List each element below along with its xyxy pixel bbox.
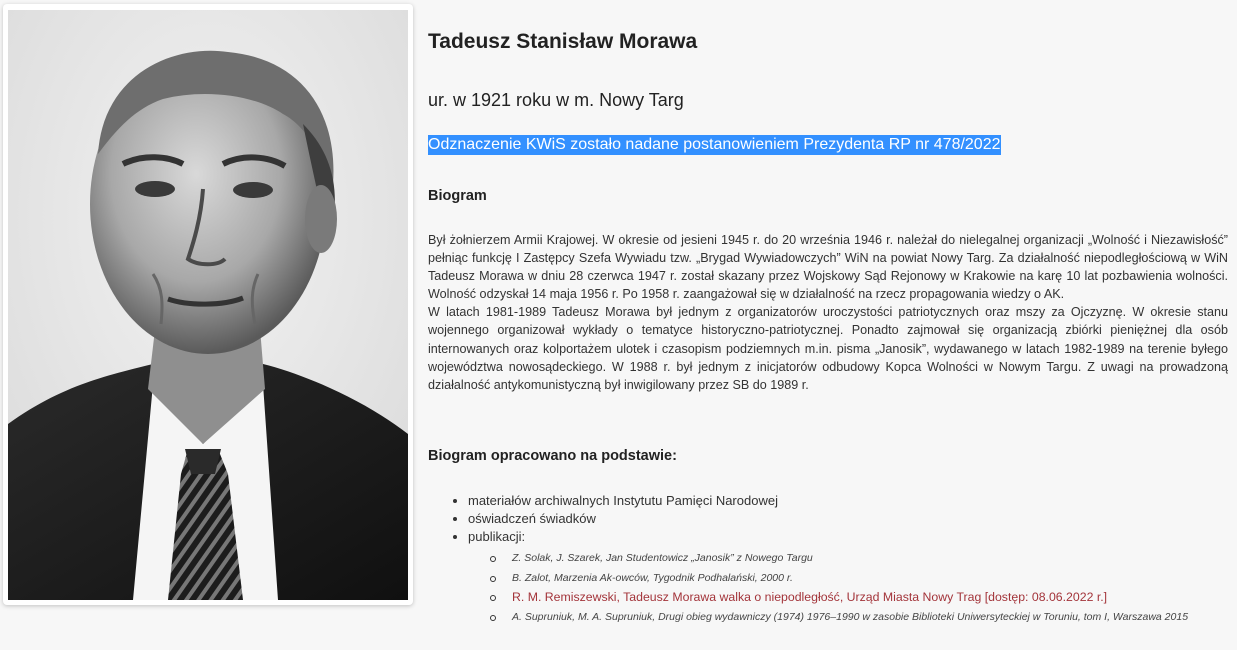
source-item: • oświadczeń świadków [468, 510, 1237, 528]
publication-item: Z. Solak, J. Szarek, Jan Studentowicz „Janosik” z Nowego Targu [512, 549, 1237, 569]
source-item: • materiałów archiwalnych Instytutu Pamięci Narodowej [468, 492, 1237, 510]
portrait-photo [3, 4, 413, 605]
publications-list [468, 549, 1237, 627]
portrait-image [3, 4, 413, 605]
source-item [468, 528, 1237, 627]
biography-paragraph: Był żołnierzem Armii Krajowej. W okresie od jesieni 1945 r. do 20 września 1946 r. należał do nielegalnej organizacji „Wolność i Niezawisłość” pełniąc funkcję I Zastępcy Szefa Wywiadu tzw. „Brygad Wywiadowczych” WiN na powiat Nowy Targ. Za działalność niepodległościową w WiN Tadeusz Morawa w dniu 28 czerwca 1947 r. został skazany przez Wojskowy Sąd Rejonowy w Krakowie na karę 10 lat pozbawienia wolności. Wolność odzyskał 14 maja 1956 r. Po 1958 r. zaangażował się w działalność na rzecz propagowania wiedzy o AK. [428, 233, 1228, 302]
publication-item: A. Supruniuk, M. A. Supruniuk, Drugi obieg wydawniczy (1974) 1976–1990 w zasobie Biblioteki Uniwersyteckiej w Toruniu, tom I, Warszawa 2015 [512, 608, 1237, 628]
publication-link[interactable]: R. M. Remiszewski, Tadeusz Morawa walka o niepodległość, Urząd Miasta Nowy Trag [dostęp: 08.06.2022 r.] [512, 590, 1108, 604]
award-note[interactable]: Odznaczenie KWiS zostało nadane postanowieniem Prezydenta RP nr 478/2022 [428, 136, 1001, 153]
biography-text [428, 231, 1228, 394]
sources-heading: Biogram opracowano na podstawie: [428, 448, 677, 464]
biography-heading: Biogram [428, 188, 487, 204]
source-item-label: publikacji: [468, 529, 526, 544]
person-name: Tadeusz Stanisław Morawa [428, 30, 698, 53]
biography-paragraph: W latach 1981-1989 Tadeusz Morawa był jednym z organizatorów uroczystości patriotycznych oraz mszy za Ojczyznę. W okresie stanu wojennego organizował wykłady o tematyce historyczno-patriotycznej. Ponadto zajmował się organizacją zbiórki pieniężnej dla osób internowanych oraz kolportażem ulotek i czasopism podziemnych m.in. pisma „Janosik”, wydawanego w latach 1982-1989 na terenie byłego województwa nowosądeckiego. W 1988 r. był jednym z inicjatorów odbudowy Kopca Wolności w Nowym Targu. Z uwagi na prowadzoną działalność antykomunistyczną był inwigilowany przez SB do 1989 r. [428, 305, 1228, 392]
publication-item [512, 588, 1237, 608]
sources-list [428, 492, 1237, 627]
publication-item: B. Zalot, Marzenia Ak-owców, Tygodnik Podhalański, 2000 r. [512, 569, 1237, 589]
birth-info: ur. w 1921 roku w m. Nowy Targ [428, 90, 684, 110]
